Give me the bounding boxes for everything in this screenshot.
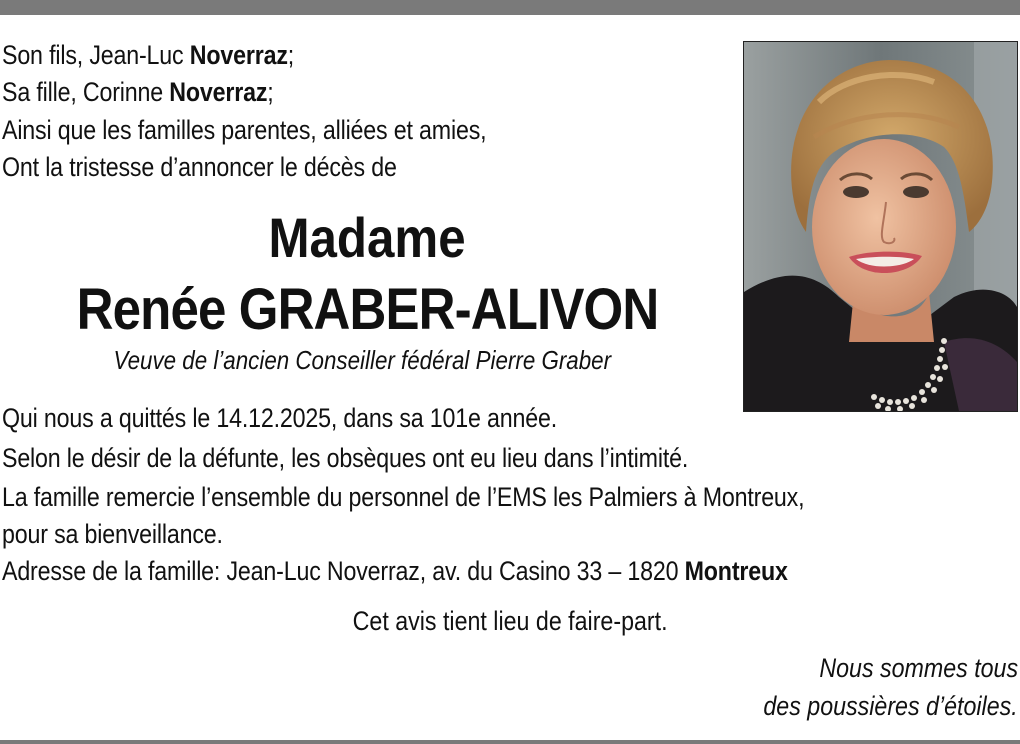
family-line-son: Son fils, Jean-Luc Noverraz; bbox=[2, 40, 295, 70]
top-rule bbox=[0, 0, 1020, 15]
body-line-3: La famille remercie l’ensemble du personnel de l’EMS les Palmiers à Montreux, bbox=[2, 482, 805, 512]
closing-line-2: des poussières d’étoiles. bbox=[763, 691, 1018, 721]
bottom-rule bbox=[0, 740, 1020, 744]
portrait-photo bbox=[743, 41, 1018, 412]
surname-daughter: Noverraz bbox=[169, 77, 268, 107]
body-line-4: pour sa bienveillance. bbox=[2, 519, 223, 549]
family-line-daughter: Sa fille, Corinne Noverraz; bbox=[2, 77, 274, 107]
honorific: Madame bbox=[268, 206, 467, 269]
closing-line-1: Nous sommes tous bbox=[819, 653, 1018, 683]
subtitle: Veuve de l’ancien Conseiller fédéral Pierre Graber bbox=[113, 345, 612, 375]
body-line-2: Selon le désir de la défunte, les obsèques ont eu lieu dans l’intimité. bbox=[2, 443, 689, 473]
notice-line: Cet avis tient lieu de faire-part. bbox=[352, 606, 668, 636]
family-address: Adresse de la famille: Jean-Luc Noverraz, av. du Casino 33 – 1820 Montreux bbox=[2, 556, 788, 586]
surname-son: Noverraz bbox=[189, 40, 288, 70]
deceased-name: Renée GRABER-ALIVON bbox=[76, 277, 659, 342]
body-line-1: Qui nous a quittés le 14.12.2025, dans sa 101e année. bbox=[2, 403, 558, 433]
family-line-relatives: Ainsi que les familles parentes, alliées et amies, bbox=[2, 115, 487, 145]
family-line-announce: Ont la tristesse d’annoncer le décès de bbox=[2, 152, 397, 182]
address-city: Montreux bbox=[684, 556, 788, 586]
